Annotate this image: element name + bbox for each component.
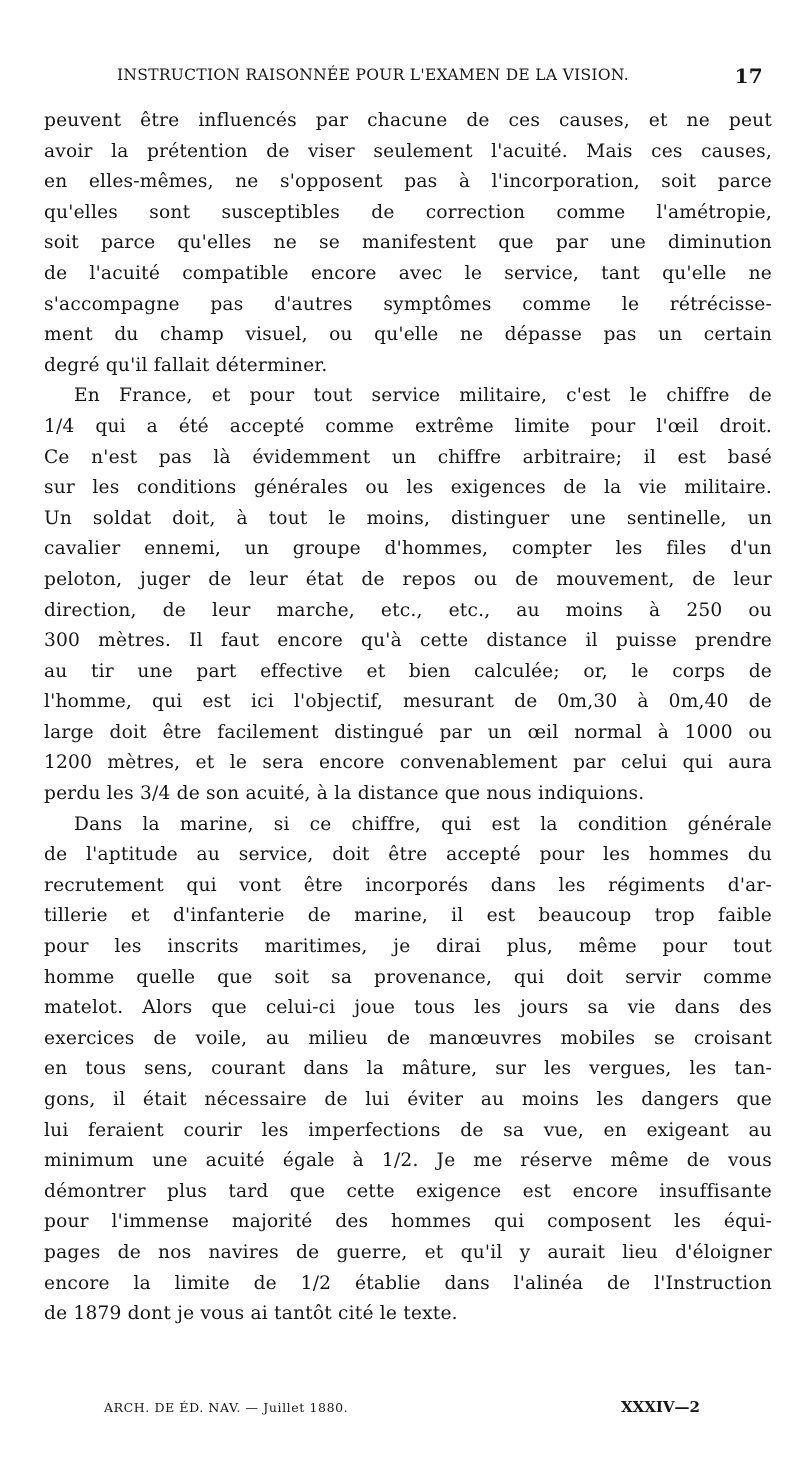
text-line: large doit être facilement distingué par un œil normal à 1000 ou	[44, 721, 772, 743]
text-line: matelot. Alors que celui-ci joue tous les jours sa vie dans des	[44, 997, 772, 1019]
text-line: pages de nos navires de guerre, et qu'il y aurait lieu d'éloigner	[44, 1241, 772, 1263]
text-line: Un soldat doit, à tout le moins, distinguer une sentinelle, un	[44, 507, 772, 529]
text-line: cavalier ennemi, un groupe d'hommes, compter les files d'un	[44, 538, 772, 560]
text-line: 1200 mètres, et le sera encore convenablement par celui qui aura	[44, 752, 772, 774]
text-line: tillerie et d'infanterie de marine, il est beaucoup trop faible	[44, 905, 772, 927]
text-line: sur les conditions générales ou les exigences de la vie militaire.	[44, 477, 772, 499]
running-title: INSTRUCTION RAISONNÉE POUR L'EXAMEN DE LA VISION.	[117, 66, 629, 84]
text-line: de l'aptitude au service, doit être accepté pour les hommes du	[44, 844, 772, 866]
paragraph-first-line: Dans la marine, si ce chiffre, qui est la condition générale	[74, 813, 772, 835]
page-number: 17	[734, 64, 763, 88]
text-line: homme quelle que soit sa provenance, qui doit servir comme	[44, 966, 772, 988]
body-text	[44, 106, 772, 1330]
text-line: de l'acuité compatible encore avec le service, tant qu'elle ne	[44, 262, 772, 284]
journal-reference: ARCH. DE ÉD. NAV. — Juillet 1880.	[104, 1400, 349, 1415]
signature-mark: XXXIV—2	[620, 1398, 700, 1416]
text-line: lui feraient courir les imperfections de sa vue, en exigeant au	[44, 1119, 772, 1141]
text-line: s'accompagne pas d'autres symptômes comme le rétrécisse-	[44, 293, 772, 315]
text-line: de 1879 dont je vous ai tantôt cité le texte.	[44, 1303, 458, 1325]
text-line: qu'elles sont susceptibles de correction comme l'amétropie,	[44, 201, 772, 223]
running-head	[117, 64, 767, 88]
text-line: minimum une acuité égale à 1/2. Je me réserve même de vous	[44, 1150, 772, 1172]
text-line: exercices de voile, au milieu de manœuvres mobiles se croisant	[44, 1027, 772, 1049]
text-line: Ce n'est pas là évidemment un chiffre arbitraire; il est basé	[44, 446, 772, 468]
text-line: degré qu'il fallait déterminer.	[44, 354, 328, 376]
text-line: peuvent être influencés par chacune de ces causes, et ne peut	[44, 110, 772, 131]
text-line: soit parce qu'elles ne se manifestent que par une diminution	[44, 232, 772, 254]
text-line: perdu les 3/4 de son acuité, à la distance que nous indiquions.	[44, 783, 645, 805]
text-line: encore la limite de 1/2 établie dans l'alinéa de l'Instruction	[44, 1272, 772, 1294]
text-line: en elles-mêmes, ne s'opposent pas à l'incorporation, soit parce	[44, 171, 772, 193]
text-line: gons, il était nécessaire de lui éviter au moins les dangers que	[44, 1089, 772, 1110]
text-line: en tous sens, courant dans la mâture, sur les vergues, les tan-	[44, 1058, 772, 1080]
text-line: 1/4 qui a été accepté comme extrême limite pour l'œil droit.	[44, 415, 772, 437]
text-line: ment du champ visuel, ou qu'elle ne dépasse pas un certain	[44, 324, 772, 346]
text-line: pour les inscrits maritimes, je dirai plus, même pour tout	[44, 936, 772, 958]
text-line: avoir la prétention de viser seulement l'acuité. Mais ces causes,	[44, 140, 772, 162]
text-line: 300 mètres. Il faut encore qu'à cette distance il puisse prendre	[44, 630, 772, 652]
text-line: démontrer plus tard que cette exigence est encore insuffisante	[44, 1180, 772, 1202]
paragraph-first-line: En France, et pour tout service militaire, c'est le chiffre de	[74, 385, 772, 407]
text-line: l'homme, qui est ici l'objectif, mesurant de 0m,30 à 0m,40 de	[44, 691, 772, 713]
text-line: pour l'immense majorité des hommes qui composent les équi-	[44, 1211, 772, 1233]
page-footer	[104, 1398, 700, 1420]
text-line: recrutement qui vont être incorporés dans les régiments d'ar-	[44, 874, 772, 896]
text-line: au tir une part effective et bien calculée; or, le corps de	[44, 660, 772, 682]
text-line: peloton, juger de leur état de repos ou de mouvement, de leur	[44, 568, 772, 590]
text-line: direction, de leur marche, etc., etc., au moins à 250 ou	[44, 599, 772, 621]
